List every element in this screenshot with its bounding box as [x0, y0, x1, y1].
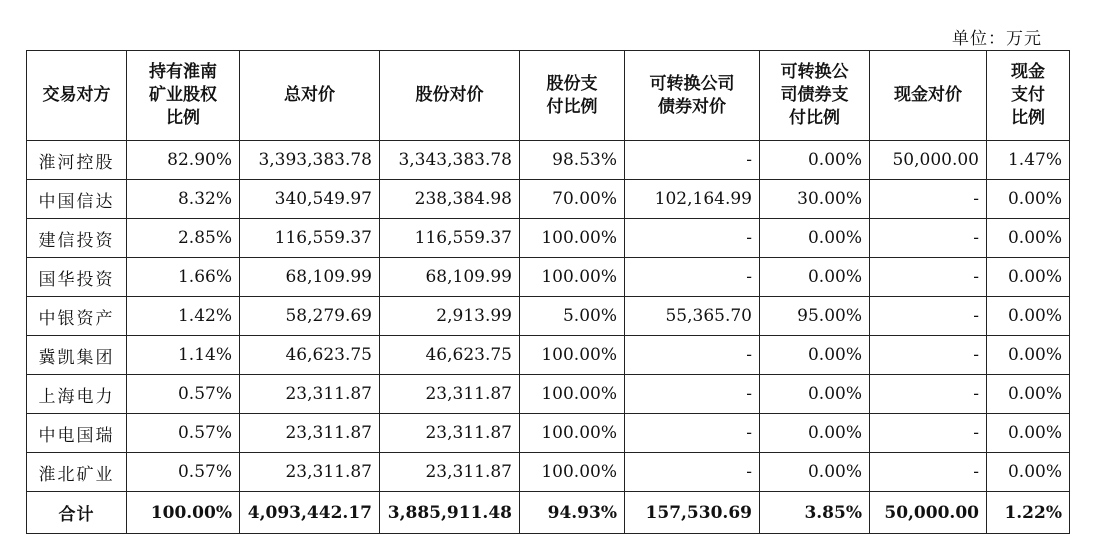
value-cell: 116,559.37 [240, 219, 380, 258]
value-cell: 0.00% [987, 453, 1070, 492]
value-cell: - [870, 375, 987, 414]
column-header-line: 现金 [1011, 62, 1045, 82]
value-cell: 100.00% [520, 414, 625, 453]
counterparty-cell: 中国信达 [27, 180, 127, 219]
column-header-line: 股份支 [546, 73, 598, 94]
value-cell: 0.00% [760, 414, 870, 453]
table-row [27, 375, 1070, 414]
value-cell: 50,000.00 [870, 141, 987, 180]
value-cell: 100.00% [520, 258, 625, 297]
transaction-table [26, 50, 1070, 534]
value-cell: 68,109.99 [240, 258, 380, 297]
value-cell: 102,164.99 [625, 180, 760, 219]
table-row [27, 141, 1070, 180]
value-cell: - [625, 336, 760, 375]
value-cell: 8.32% [127, 180, 240, 219]
value-cell: 50,000.00 [870, 492, 987, 534]
column-header [240, 51, 380, 141]
value-cell: 2,913.99 [380, 297, 520, 336]
value-cell: - [625, 414, 760, 453]
value-cell: 1.14% [127, 336, 240, 375]
column-header [870, 51, 987, 141]
value-cell: 23,311.87 [240, 375, 380, 414]
column-header-line: 支付 [1011, 85, 1045, 105]
counterparty-cell: 中银资产 [27, 297, 127, 336]
value-cell: - [625, 141, 760, 180]
value-cell: 1.47% [987, 141, 1070, 180]
value-cell: - [625, 453, 760, 492]
value-cell: 0.00% [760, 336, 870, 375]
value-cell: 157,530.69 [625, 492, 760, 534]
table-body [27, 141, 1070, 534]
column-header-line: 股份对价 [415, 85, 484, 105]
column-header-line: 矿业股权 [149, 85, 217, 105]
value-cell: - [870, 297, 987, 336]
column-header [380, 51, 520, 141]
counterparty-cell: 淮北矿业 [27, 453, 127, 492]
value-cell: 5.00% [520, 297, 625, 336]
column-header-line: 现金对价 [894, 85, 962, 105]
value-cell: 0.57% [127, 453, 240, 492]
value-cell: 0.00% [760, 141, 870, 180]
value-cell: - [625, 219, 760, 258]
table-row [27, 414, 1070, 453]
column-header-line: 比例 [166, 108, 200, 128]
column-header-line: 持有淮南 [149, 62, 217, 82]
value-cell: 238,384.98 [380, 180, 520, 219]
counterparty-cell: 淮河控股 [27, 141, 127, 180]
column-header-line: 总对价 [284, 85, 335, 105]
column-header-line: 付比例 [546, 96, 598, 117]
value-cell: 70.00% [520, 180, 625, 219]
header-row [27, 51, 1070, 141]
value-cell: 3.85% [760, 492, 870, 534]
counterparty-cell: 建信投资 [27, 219, 127, 258]
column-header-line: 付比例 [789, 108, 840, 128]
value-cell: 1.66% [127, 258, 240, 297]
value-cell: 98.53% [520, 141, 625, 180]
value-cell: 95.00% [760, 297, 870, 336]
value-cell: 68,109.99 [380, 258, 520, 297]
value-cell: 3,343,383.78 [380, 141, 520, 180]
value-cell: - [625, 258, 760, 297]
value-cell: 23,311.87 [240, 414, 380, 453]
table-row [27, 297, 1070, 336]
value-cell: - [870, 219, 987, 258]
value-cell: 0.00% [987, 336, 1070, 375]
value-cell: 46,623.75 [240, 336, 380, 375]
value-cell: 23,311.87 [240, 453, 380, 492]
value-cell: 0.00% [987, 297, 1070, 336]
table-row [27, 180, 1070, 219]
value-cell: 1.42% [127, 297, 240, 336]
column-header-line: 交易对方 [42, 85, 111, 105]
value-cell: 58,279.69 [240, 297, 380, 336]
column-header-line: 司债券支 [780, 85, 849, 105]
value-cell: 94.93% [520, 492, 625, 534]
value-cell: - [625, 375, 760, 414]
value-cell: 100.00% [520, 375, 625, 414]
value-cell: 82.90% [127, 141, 240, 180]
value-cell: 100.00% [127, 492, 240, 534]
column-header [625, 51, 760, 141]
value-cell: - [870, 453, 987, 492]
value-cell: 1.22% [987, 492, 1070, 534]
column-header-line: 债券对价 [658, 96, 726, 117]
table-row [27, 258, 1070, 297]
value-cell: 0.00% [987, 258, 1070, 297]
table-row [27, 336, 1070, 375]
value-cell: 55,365.70 [625, 297, 760, 336]
value-cell: 0.00% [987, 219, 1070, 258]
counterparty-cell: 国华投资 [27, 258, 127, 297]
value-cell: 100.00% [520, 219, 625, 258]
value-cell: 340,549.97 [240, 180, 380, 219]
value-cell: - [870, 180, 987, 219]
value-cell: - [870, 258, 987, 297]
column-header-line: 可转换公 [780, 62, 849, 82]
table-row [27, 219, 1070, 258]
table-row [27, 453, 1070, 492]
value-cell: 23,311.87 [380, 414, 520, 453]
counterparty-cell: 合计 [27, 492, 127, 534]
value-cell: 30.00% [760, 180, 870, 219]
total-row [27, 492, 1070, 534]
value-cell: 0.00% [760, 453, 870, 492]
value-cell: 3,885,911.48 [380, 492, 520, 534]
value-cell: 23,311.87 [380, 453, 520, 492]
counterparty-cell: 上海电力 [27, 375, 127, 414]
column-header [760, 51, 870, 141]
value-cell: 0.00% [760, 258, 870, 297]
value-cell: 3,393,383.78 [240, 141, 380, 180]
value-cell: 0.57% [127, 375, 240, 414]
value-cell: 0.00% [760, 219, 870, 258]
column-header-line: 可转换公司 [649, 73, 735, 94]
column-header-line: 比例 [1011, 108, 1045, 128]
value-cell: 0.00% [987, 375, 1070, 414]
value-cell: - [870, 414, 987, 453]
counterparty-cell: 中电国瑞 [27, 414, 127, 453]
value-cell: 0.57% [127, 414, 240, 453]
value-cell: 2.85% [127, 219, 240, 258]
value-cell: 100.00% [520, 336, 625, 375]
value-cell: 23,311.87 [380, 375, 520, 414]
value-cell: - [870, 336, 987, 375]
unit-label: 单位：万元 [952, 29, 1042, 49]
value-cell: 0.00% [760, 375, 870, 414]
column-header [987, 51, 1070, 141]
value-cell: 0.00% [987, 180, 1070, 219]
value-cell: 100.00% [520, 453, 625, 492]
column-header [27, 51, 127, 141]
column-header [520, 51, 625, 141]
value-cell: 0.00% [987, 414, 1070, 453]
column-header [127, 51, 240, 141]
value-cell: 46,623.75 [380, 336, 520, 375]
table-header [27, 51, 1070, 141]
counterparty-cell: 冀凯集团 [27, 336, 127, 375]
value-cell: 116,559.37 [380, 219, 520, 258]
value-cell: 4,093,442.17 [240, 492, 380, 534]
